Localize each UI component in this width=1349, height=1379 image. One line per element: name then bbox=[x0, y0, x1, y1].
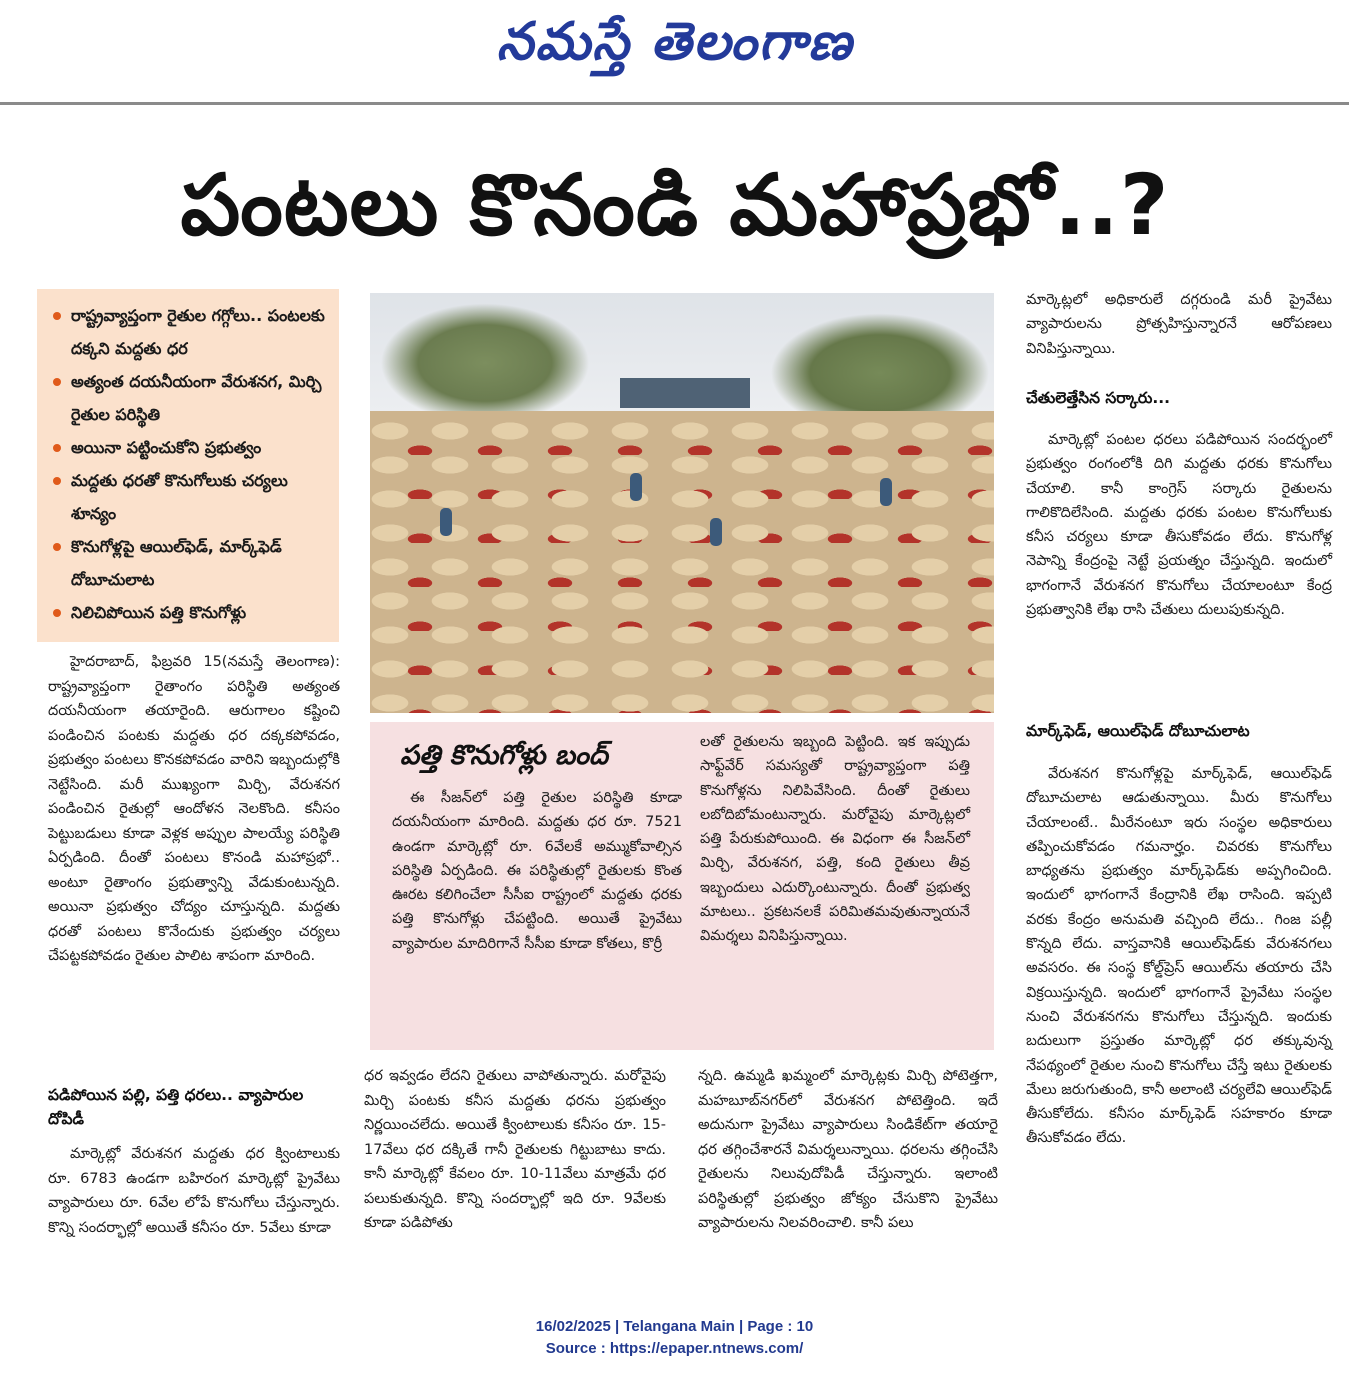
bullet-icon bbox=[53, 543, 61, 551]
photo-tree bbox=[380, 303, 590, 423]
highlight-item bbox=[43, 530, 333, 596]
article-lead-paragraph: హైదరాబాద్, ఫిబ్రవరి 15(నమస్తే తెలంగాణ): రాష్ట్రవ్యాప్తంగా రైతాంగం పరిస్థితి అత్యంత దయనీయంగా తయారైంది. ఆరుగాలం కష్టించి పండించిన పంటకు మద్దతు ధర దక్కకపోవడం, ప్రభుత్వం పంటలు కొనకపోవడం వారిని ఇబ్బందుల్లోకి నెట్టేసింది. మరీ ముఖ్యంగా మిర్చి, వేరుశనగ పండించిన రైతుల్లో ఆందోళన నెలకొంది. కనీసం పెట్టుబడులు కూడా వెళ్లక అప్పుల పాలయ్యే పరిస్థితి ఏర్పడింది. దీంతో పంటలు కొనండి మహాప్రభో.. అంటూ రైతాంగం ప్రభుత్వాన్ని వేడుకుంటున్నది. అయినా ప్రభుత్వం చోద్యం చూస్తున్నది. మద్దతు ధరతో పంటలు కొనేందుకు ప్రభుత్వం చర్యలు చేపట్టకపోవడం రైతుల పాలిట శాపంగా మారింది. bbox=[48, 654, 340, 964]
sidebox-paragraph: ఈ సీజన్‌లో పత్తి రైతుల పరిస్థితి కూడా దయనీయంగా మారింది. మద్దతు ధర రూ. 7521 ఉండగా మార్కెట్లో రూ. 6వేలకే అమ్ముకోవాల్సిన పరిస్థితి ఏర్పడింది. ఈ పరిస్థితుల్లో రైతులకు కొంత ఊరట కలిగించేలా సీసీఐ రాష్ట్రంలో మద్దతు ధరకు పత్తి కొనుగోళ్లు చేపట్టింది. అయితే ప్రైవేటు వ్యాపారుల మాదిరిగానే సీసీఐ కూడా కోతలు, కొర్రీ bbox=[392, 790, 682, 952]
highlight-item bbox=[43, 596, 333, 629]
masthead bbox=[0, 0, 1349, 104]
right-column-body-1 bbox=[1026, 428, 1332, 622]
article-lead-column bbox=[48, 650, 340, 969]
highlights-box bbox=[37, 289, 339, 642]
article-body-paragraph: మార్కెట్లో వేరుశనగ మద్దతు ధర క్వింటాలుకు రూ. 6783 ఉండగా బహిరంగ మార్కెట్లో ప్రైవేటు వ్యాపారులు రూ. 6వేల లోపే కొనుగోలు చేస్తున్నారు. కొన్ని సందర్భాల్లో అయితే కనీసం రూ. 5వేలు కూడా bbox=[48, 1146, 340, 1236]
article-middle-paragraph: ధర ఇవ్వడం లేదని రైతులు వాపోతున్నారు. మరోవైపు మిర్చి పంటకు కనీస మద్దతు ధరను ప్రభుత్వం నిర్ణయించలేదు. అయితే క్వింటాలుకు కనీసం రూ. 15-17వేలు ధర దక్కితే గానీ రైతులకు గిట్టుబాటు కాదు. కానీ మార్కెట్లో కేవలం రూ. 10-11వేలు మాత్రమే ధర పలుకుతున్నది. కొన్ని సందర్భాల్లో ఇది రూ. 9వేలకు కూడా పడిపోతు bbox=[364, 1068, 666, 1231]
highlight-text: రాష్ట్రవ్యాప్తంగా రైతుల గగ్గోలు.. పంటలకు దక్కని మద్దతు ధర bbox=[71, 306, 325, 358]
masthead-rule bbox=[0, 102, 1349, 105]
photo-person bbox=[630, 473, 642, 501]
page-footer bbox=[0, 1316, 1349, 1360]
right-body-paragraph: మార్కెట్లో పంటల ధరలు పడిపోయిన సందర్భంలో ప్రభుత్వం రంగంలోకి దిగి మద్దతు ధరకు కొనుగోలు చేయాలి. కానీ కాంగ్రెస్ సర్కారు రైతులను గాలికొదిలేసింది. మద్దతు ధరకు పంటల కొనుగోలుకు కనీస చర్యలు కూడా తీసుకోవడం లేదు. కొనుగోళ్ల నెపాన్ని కేంద్రంపై నెట్టే ప్రయత్నం చేస్తున్నది. ఇందులో భాగంగానే వేరుశనగ కొనుగోలు చేయాలంటూ కేంద్ర ప్రభుత్వానికి లేఖ రాసి చేతులు దులుపుకున్నది. bbox=[1026, 432, 1332, 619]
bullet-icon bbox=[53, 609, 61, 617]
right-intro-paragraph: మార్కెట్లలో అధికారులే దగ్గరుండి మరీ ప్రైవేటు వ్యాపారులను ప్రోత్సహిస్తున్నారనే ఆరోపణలు వినిపిస్తున్నాయి. bbox=[1026, 292, 1332, 357]
highlight-text: మద్దతు ధరతో కొనుగోలుకు చర్యలు శూన్యం bbox=[71, 471, 288, 523]
article-body-column bbox=[48, 1142, 340, 1240]
highlight-item bbox=[43, 431, 333, 464]
subhead-markfed-oilfed: మార్క్‌ఫెడ్, ఆయిల్‌ఫెడ్ దోబూచులాట bbox=[1026, 722, 1250, 740]
photo-person bbox=[440, 508, 452, 536]
sidebox-column-1 bbox=[392, 786, 682, 956]
highlight-item bbox=[43, 365, 333, 431]
sidebox-paragraph: లతో రైతులను ఇబ్బంది పెట్టింది. ఇక ఇప్పుడు సాఫ్ట్‌వేర్ సమస్యతో రాష్ట్రవ్యాప్తంగా పత్తి కొనుగోళ్లను నిలిపివేసింది. దీంతో రైతులు లబోదిబోమంటున్నారు. మరోవైపు మార్కెట్లలో పత్తి పేరుకుపోయింది. ఈ విధంగా ఈ సీజన్‌లో మిర్చి, వేరుశనగ, పత్తి, కంది రైతులు తీవ్ర ఇబ్బందులు ఎదుర్కొంటున్నారు. దీంతో ప్రభుత్వ మాటలు.. ప్రకటనలకే పరిమితమవుతున్నాయనే విమర్శలు వినిపిస్తున్నాయి. bbox=[700, 734, 970, 945]
bullet-icon bbox=[53, 312, 61, 320]
photo-chilli-bags bbox=[370, 411, 994, 713]
market-yard-photo bbox=[370, 293, 994, 713]
bullet-icon bbox=[53, 477, 61, 485]
photo-person bbox=[710, 518, 722, 546]
photo-shed bbox=[620, 378, 750, 408]
newspaper-logo: నమస్తే తెలంగాణ bbox=[496, 11, 854, 72]
right-body-paragraph: వేరుశనగ కొనుగోళ్లపై మార్క్‌ఫెడ్, ఆయిల్‌ఫెడ్ దోబూచులాట ఆడుతున్నాయి. మీరు కొనుగోలు చేయాలంటే.. మీరేనంటూ ఇరు సంస్థల అధికారులు తప్పించుకోవడం గమనార్హం. చివరకు కొనుగోలు బాధ్యతను ప్రభుత్వం మార్క్‌ఫెడ్‌కు అప్పగించింది. ఇందులో భాగంగానే కేంద్రానికి లేఖ రాసింది. ఇప్పటి వరకు కేంద్రం అనుమతి వచ్చింది లేదు.. గింజ పల్లీ కొన్నది లేదు. వాస్తవానికి ఆయిల్‌ఫెడ్‌కు వేరుశనగలు అవసరం. ఈ సంస్థ కోల్డ్‌ప్రెస్ ఆయిల్‌ను తయారు చేసి విక్రయిస్తున్నది. ఇందులో భాగంగానే ప్రైవేటు సంస్థల నుంచి వేరుశనగను కొనుగోలు చేస్తున్నది. ఇందుకు బదులుగా ప్రస్తుతం మార్కెట్లో ధర తక్కువున్న నేపథ్యంలో రైతుల నుంచి కొనుగోలు చేస్తే ఇటు రైతులకు మేలు జరుగుతుంది, కానీ అలాంటి చర్యలేవి ఆయిల్‌ఫెడ్ తీసుకోలేదు. కనీసం మార్క్‌ఫెడ్ సహకారం కూడా తీసుకోవడం లేదు. bbox=[1026, 766, 1332, 1147]
highlight-text: నిలిచిపోయిన పత్తి కొనుగోళ్లు bbox=[71, 603, 247, 622]
highlights-list bbox=[43, 299, 333, 629]
cotton-sidebox bbox=[370, 722, 994, 1050]
main-headline: పంటలు కొనండి మహాప్రభో..? bbox=[180, 156, 1170, 254]
sidebox-column-2 bbox=[700, 730, 970, 949]
highlight-text: అయినా పట్టించుకోని ప్రభుత్వం bbox=[71, 438, 262, 457]
footer-source-link[interactable]: Source : https://epaper.ntnews.com/ bbox=[545, 1340, 804, 1357]
article-fourth-column bbox=[698, 1064, 998, 1236]
article-fourth-paragraph: న్నది. ఉమ్మడి ఖమ్మంలో మార్కెట్లకు మిర్చి పోటెత్తగా, మహబూబ్‌నగర్‌లో వేరుశనగ పోటెత్తింది. ఇదే అదునుగా ప్రైవేటు వ్యాపారులు సిండికేట్‌గా తయారై ధర తగ్గించేశారనే విమర్శలున్నాయి. ధరలను తగ్గించేసి రైతులను నిలువుదోపిడీ చేస్తున్నారు. ఇలాంటి పరిస్థితుల్లో ప్రభుత్వం జోక్యం చేసుకొని ప్రైవేటు వ్యాపారులను నిలవరించాలి. కానీ పలు bbox=[698, 1068, 998, 1231]
footer-edition-info: 16/02/2025 | Telangana Main | Page : 10 bbox=[535, 1318, 814, 1335]
article-middle-column bbox=[364, 1064, 666, 1236]
subhead-groundnut-prices: పడిపోయిన పల్లి, పత్తి ధరలు.. వ్యాపారుల దోపిడీ bbox=[48, 1086, 304, 1128]
highlight-text: కొనుగోళ్లపై ఆయిల్‌ఫెడ్, మార్క్‌ఫెడ్ దోబూచులాట bbox=[71, 537, 282, 589]
highlight-item bbox=[43, 464, 333, 530]
bullet-icon bbox=[53, 444, 61, 452]
highlight-text: అత్యంత దయనీయంగా వేరుశనగ, మిర్చి రైతుల పరిస్థితి bbox=[71, 372, 322, 424]
bullet-icon bbox=[53, 378, 61, 386]
photo-person bbox=[880, 478, 892, 506]
right-column-body-2 bbox=[1026, 762, 1332, 1151]
sidebox-headline: పత్తి కొనుగోళ్లు బంద్ bbox=[400, 740, 608, 771]
highlight-item bbox=[43, 299, 333, 365]
right-column-intro bbox=[1026, 288, 1332, 361]
subhead-government: చేతులెత్తేసిన సర్కారు... bbox=[1026, 389, 1171, 407]
